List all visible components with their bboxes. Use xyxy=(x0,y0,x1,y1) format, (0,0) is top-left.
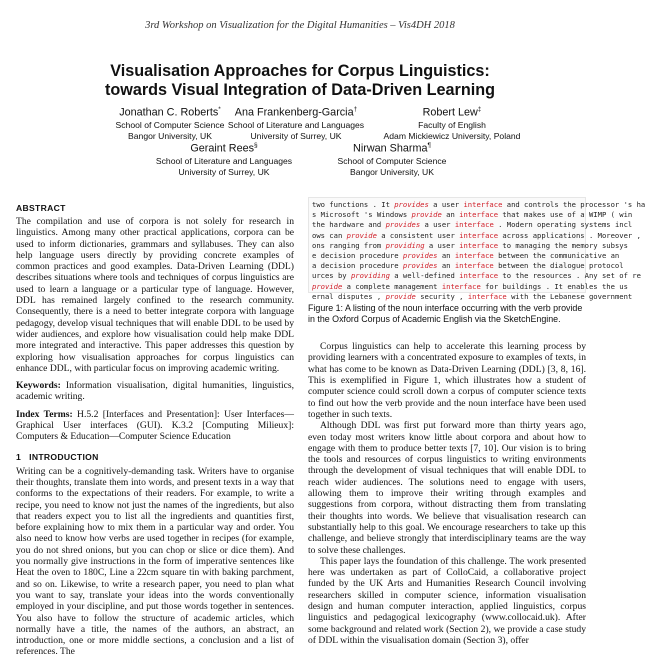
author-mark: ‡ xyxy=(477,106,482,113)
author-block-5 xyxy=(282,139,502,178)
author-institution: Bangor University, UK xyxy=(128,130,212,141)
author-name: Jonathan C. Roberts xyxy=(119,106,219,119)
index-terms-text: H.5.2 [Interfaces and Presentation]: User Interfaces—Graphical User interfaces (GUI). K.3.2 [Computing Milieux]: Computers & Education—Computer Science Education xyxy=(16,408,295,443)
concordance-line: two functions . It provides a user interface and controls the processor 's ha xyxy=(312,200,645,209)
concordance-line: a decision procedure provides an interface between the dialogue protocol xyxy=(312,261,624,271)
author-name: Nirwan Sharma xyxy=(353,142,428,155)
figure-caption: Figure 1: A listing of the noun interface occurring with the verb provide in the Oxford Corpus of Academic English via the SketchEngine. xyxy=(308,303,583,324)
concordance-line: urces by providing a well-defined interface to the resources . Any set of re xyxy=(312,271,641,281)
author-mark: † xyxy=(353,106,358,113)
index-terms xyxy=(16,409,294,443)
abstract-heading: ABSTRACT xyxy=(16,203,66,213)
body-paragraph: Corpus linguistics can help to accelerate this learning process by providing learners with a concentrated exposure to examples of texts, in what has come to be known as Data-Driven Learning (DDL) [3, 8, 16]. This is exemplified in Figure 1, which illustrates how a student of computer science could scroll down a corpus of computer science texts to find out how the verb provide and the noun interface have been used together in such texts. xyxy=(308,341,586,420)
author-affiliation: School of Literature and Languages xyxy=(155,155,293,166)
concordance-figure xyxy=(308,197,645,301)
author-affiliation: School of Literature and Languages xyxy=(227,119,365,130)
author-name: Ana Frankenberg-Garcia xyxy=(234,106,354,119)
section-1-text: Writing can be a cognitively-demanding task. Writers have to organise their thoughts, translate them into words, and present texts in a way that conforms to the expectations of their readers. For example, to write a recipe, you need to know not just the names of the ingredients, but also that readers expect you to list all the ingredients and quantities first, before explaining how to mix them in a particular way and order. You also need to know how verbs are used together in recipes (for example, you do not shred onions, but you can chop or slice or dice them). And you normally give instructions in the form of imperative sentences like Heat the oven to 180C, Line a 22cm square tin with baking parchment, and so on. Likewise, to write a research paper, you need to plan what you want to say, translate your ideas into the words conventionally employed in your discipline, and put those words together in sentences. You also have to follow the structure of academic articles, which normally have a title, the names of the authors, an abstract, an introduction, one or more middle sections, a conclusion and a list of references. The xyxy=(16,465,294,658)
body-paragraph: Although DDL was first put forward more than thirty years ago, even today most writers know little about corpora and about how to engage with them to produce better texts [7, 10]. Our vision is to bring the tools and resources of corpus linguistics to writing environments through the development of visual techniques that will enable DDL to reach wider audiences. The solutions need to engage with users, allowing them to improve their writing through examples and suggestions from corpora, without distracting them from translating their thoughts into words. We believe that visualisation research can substantially help to this goal. We encourage researchers to take up this challenge, and believe strongly that interdisciplinary teams are the way to solve these challenges. xyxy=(308,420,586,556)
author-mark: * xyxy=(218,106,221,113)
title-line-1: Visualisation Approaches for Corpus Linguistics: xyxy=(110,62,490,80)
author-affiliation: School of Computer Science xyxy=(115,119,225,130)
index-terms-label: Index Terms: xyxy=(16,408,73,420)
author-institution: Adam Mickiewicz University, Poland xyxy=(383,130,521,141)
author-name: Geraint Rees xyxy=(190,142,254,155)
concordance-line: e decision procedure provides an interface between the communicative an xyxy=(312,251,620,261)
author-name: Robert Lew xyxy=(422,106,478,119)
keywords xyxy=(16,380,294,403)
concordance-line: ons ranging from providing a user interface to managing the memory subsys xyxy=(312,240,628,250)
author-affiliation: School of Computer Science xyxy=(337,155,447,166)
keywords-text: Information visualisation, digital humanities, linguistics, academic writing. xyxy=(16,380,294,403)
concordance-line: s Microsoft 's Windows provide an interface that makes use of a WIMP ( win xyxy=(312,210,633,220)
paper-title xyxy=(0,62,600,100)
venue-header: 3rd Workshop on Visualization for the Digital Humanities – Vis4DH 2018 xyxy=(145,20,455,31)
right-column xyxy=(308,197,645,646)
concordance-line: ernal disputes , provide security , interface with the Lebanese government xyxy=(312,291,633,301)
intro-continued xyxy=(308,341,586,646)
section-1-heading: 1 INTRODUCTION xyxy=(16,451,99,462)
left-column xyxy=(16,203,294,658)
author-institution: University of Surrey, UK xyxy=(178,166,270,177)
author-institution: University of Surrey, UK xyxy=(250,130,342,141)
keywords-label: Keywords: xyxy=(16,380,61,392)
concordance-line: provide a complete management interface for buildings . It enables the us xyxy=(312,281,628,291)
author-institution: Bangor University, UK xyxy=(350,166,434,177)
author-block-3 xyxy=(332,103,572,142)
abstract-text: The compilation and use of corpora is not solely for research in linguistics. Among many other practical applications, corpora can be used to inform dictionaries, grammars and syllabuses. They can also help language users directly by providing concrete examples of common practices and good examples. Data-Driven Learning (DDL) describes situations where tools and techniques of corpus linguistics are used to learn a language or a particular type of language. However, DDL has remained largely confined to the research community. Consequently, there is a need to better integrate corpora with language pedagogy, develop visual techniques that will enable DDL to be used by wider audiences, and explore how visualisation could help make DDL more integrated and interactive. This paper addresses this question by exploring how visualisation approaches for corpus linguistics can enhance DDL, with particular focus on improving academic writing. xyxy=(16,216,294,374)
author-affiliation: Faculty of English xyxy=(418,119,486,130)
concordance-line: ows can provide a consistent user interface across applications . Moreover , xyxy=(312,230,641,240)
title-line-2: towards Visual Integration of Data-Driven Learning xyxy=(104,81,496,99)
concordance-line: the hardware and provides a user interface . Modern operating systems incl xyxy=(312,220,633,230)
body-paragraph: This paper lays the foundation of this challenge. The work presented here was undertaken as part of ColloCaid, a collaborative project funded by the UK Arts and Humanities Research Council involving researchers skilled in computer science, information visualisation design and human computer interaction, applied linguistics, corpus linguistics and pedagogical lexicography (www.collocaid.uk). After some background and related work (Section 2), we provide a case study of DDL within the visualisation domain (Section 3), offer xyxy=(308,555,586,646)
author-mark: ¶ xyxy=(427,142,431,149)
author-mark: § xyxy=(254,142,258,149)
